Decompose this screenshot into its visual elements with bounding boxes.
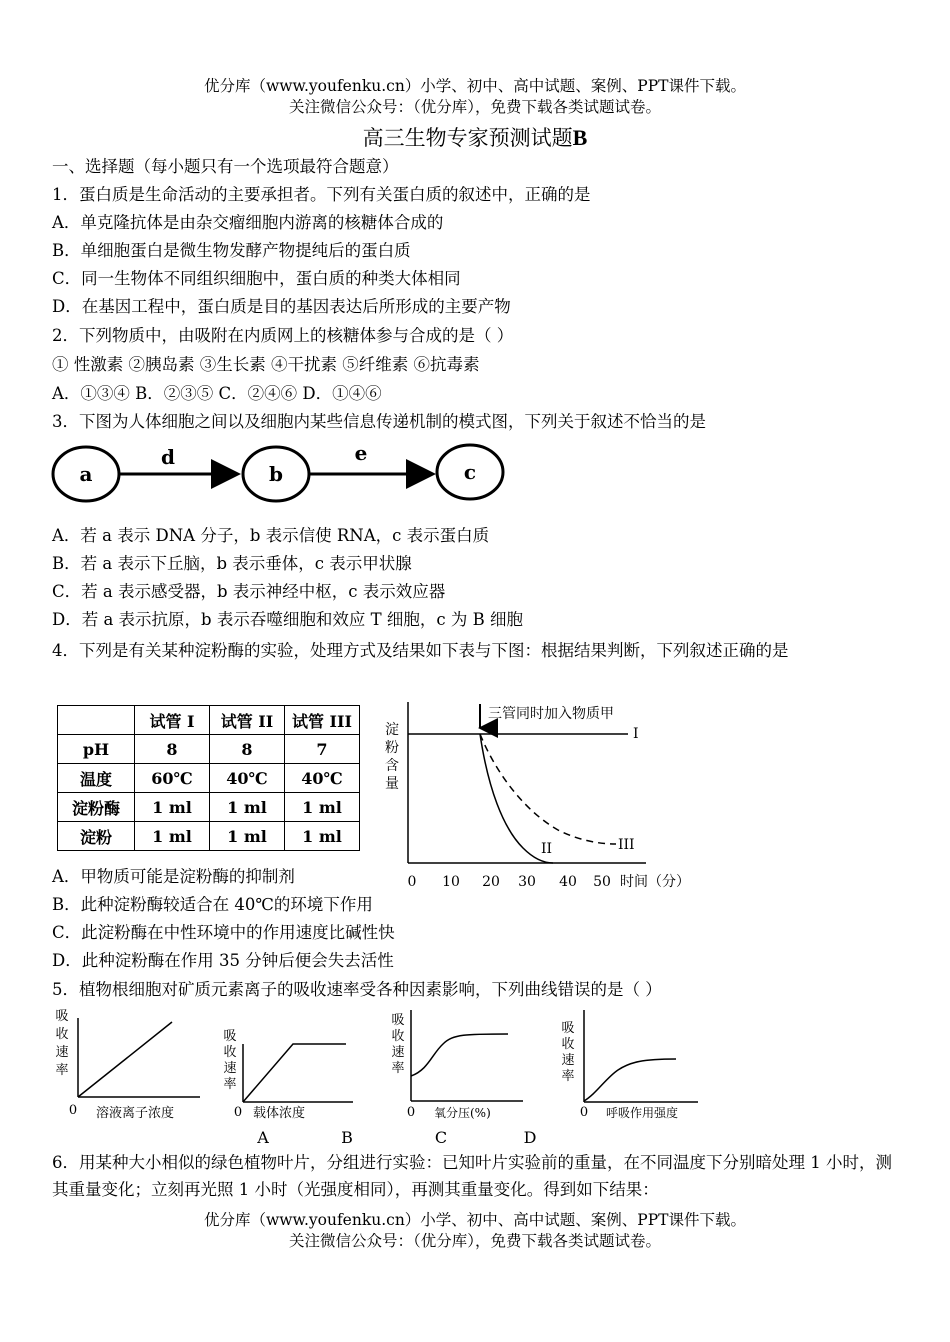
graph-c-y-char: 速 [391, 1045, 405, 1060]
arrow-d-label: d [161, 445, 175, 469]
graph-d-x-label: 呼吸作用强度 [606, 1106, 679, 1120]
table-cell: 1 ml [285, 793, 360, 822]
graph-b-curve [243, 1044, 346, 1102]
q1-stem: 1．蛋白质是生命活动的主要承担者。下列有关蛋白质的叙述中，正确的是 [52, 185, 591, 204]
table-row [58, 735, 360, 764]
table-cell [58, 706, 135, 735]
table-cell: 1 ml [210, 793, 285, 822]
graph-b-letter: B [341, 1128, 353, 1147]
table-cell: 1 ml [210, 822, 285, 851]
page-title [0, 124, 950, 152]
table-cell: 试管 III [285, 706, 360, 735]
graph-a-y-char: 吸 [55, 1009, 69, 1024]
node-b-label: b [269, 462, 283, 486]
graph-b-y-char: 收 [223, 1045, 237, 1060]
graph-a-y-char: 收 [55, 1027, 69, 1042]
graph-a-y-char: 率 [55, 1063, 69, 1078]
q2-stem: 2．下列物质中，由吸附在内质网上的核糖体参与合成的是（ ） [52, 326, 514, 345]
graph-c-letter: C [434, 1128, 448, 1147]
x-tick-40: 40 [559, 874, 577, 890]
annotation-text: 三管同时加入物质甲 [488, 706, 614, 722]
table-cell: 7 [285, 735, 360, 764]
x-tick-0: 0 [407, 874, 417, 890]
table-cell: 1 ml [285, 822, 360, 851]
table-cell: 1 ml [135, 822, 210, 851]
graph-c-y-char: 率 [391, 1061, 405, 1076]
header-line-1: 优分库（www.youfenku.cn）小学、初中、高中试题、案例、PPT课件下载。 [203, 77, 747, 95]
graph-c-y-char: 吸 [391, 1013, 405, 1028]
graph-a-letter: A [257, 1128, 269, 1147]
arrow-e-label: e [354, 441, 368, 465]
table-row [58, 793, 360, 822]
q3-option-c: C．若 a 表示感受器，b 表示神经中枢，c 表示效应器 [52, 582, 446, 601]
graph-a-origin: 0 [68, 1103, 78, 1118]
q3-option-a: A．若 a 表示 DNA 分子，b 表示信使 RNA，c 表示蛋白质 [52, 526, 490, 545]
graph-b-x-label: 载体浓度 [253, 1106, 306, 1121]
table-cell: pH [58, 735, 135, 764]
q6-stem: 6．用某种大小相似的绿色植物叶片，分组进行实验：已知叶片实验前的重量，在不同温度下分别暗处理 1 小时，测其重量变化；立刻再光照 1 小时（光强度相同），再测其重量变化。得到如下结果： [52, 1153, 892, 1199]
q4-option-b: B．此种淀粉酶较适合在 40℃的环境下作用 [52, 895, 373, 914]
q1-option-d: D．在基因工程中，蛋白质是目的基因表达后所形成的主要产物 [52, 297, 511, 316]
title-text: 高三生物专家预测试题 [362, 126, 573, 150]
q4-option-c: C．此淀粉酶在中性环境中的作用速度比碱性快 [52, 923, 395, 942]
table-cell: 8 [135, 735, 210, 764]
node-a-label: a [79, 462, 93, 486]
q3-diagram [48, 440, 518, 506]
curve-ii-label: II [541, 841, 553, 857]
section-heading: 一、选择题（每小题只有一个选项最符合题意） [52, 157, 399, 176]
graph-d-y-char: 率 [561, 1069, 575, 1084]
q1-option-c: C．同一生物体不同组织细胞中，蛋白质的种类大体相同 [52, 269, 461, 288]
x-tick-50: 50 [593, 874, 611, 890]
graph-c-y-char: 收 [391, 1029, 405, 1044]
curve-i-label: I [633, 726, 639, 742]
graph-d-y-char: 收 [561, 1037, 575, 1052]
q3-stem: 3．下图为人体细胞之间以及细胞内某些信息传递机制的模式图，下列关于叙述不恰当的是 [52, 412, 706, 431]
q1-option-a: A．单克隆抗体是由杂交瘤细胞内游离的核糖体合成的 [52, 213, 444, 232]
x-tick-20: 20 [482, 874, 500, 890]
q1-option-b: B．单细胞蛋白是微生物发酵产物提纯后的蛋白质 [52, 241, 411, 260]
q4-stem: 4．下列是有关某种淀粉酶的实验，处理方式及结果如下表与下图：根据结果判断，下列叙述正确的是 [52, 641, 789, 660]
table-cell: 40℃ [285, 764, 360, 793]
y-label-char: 淀 [385, 722, 399, 738]
table-cell: 淀粉酶 [58, 793, 135, 822]
footer-line-1: 优分库（www.youfenku.cn）小学、初中、高中试题、案例、PPT课件下载。 [203, 1211, 747, 1229]
graph-d-y-char: 速 [561, 1053, 575, 1068]
x-axis-label: 时间（分） [620, 874, 690, 890]
graph-a-y-char: 速 [55, 1045, 69, 1060]
q3-option-b: B．若 a 表示下丘脑，b 表示垂体，c 表示甲状腺 [52, 554, 412, 573]
graph-d-letter: D [523, 1128, 537, 1147]
curve-iii-label: III [618, 837, 635, 853]
graph-d-curve [584, 1059, 676, 1101]
footer-line-2: 关注微信公众号：（优分库），免费下载各类试题试卷。 [288, 1232, 661, 1250]
table-cell: 40℃ [210, 764, 285, 793]
graph-c [391, 1010, 523, 1147]
header-line-2: 关注微信公众号：（优分库），免费下载各类试题试卷。 [288, 98, 661, 116]
graph-a-curve [78, 1022, 172, 1097]
q4-graph [378, 698, 698, 894]
y-label-char: 粉 [385, 740, 399, 756]
q5-graphs [48, 1004, 728, 1150]
table-cell: 温度 [58, 764, 135, 793]
q3-option-d: D．若 a 表示抗原，b 表示吞噬细胞和效应 T 细胞，c 为 B 细胞 [52, 610, 523, 629]
table-cell: 试管 II [210, 706, 285, 735]
graph-b-y-char: 吸 [223, 1029, 237, 1044]
curve-iii [480, 734, 616, 844]
q4-option-d: D．此种淀粉酶在作用 35 分钟后便会失去活性 [52, 951, 394, 970]
table-cell: 60℃ [135, 764, 210, 793]
graph-a [55, 1009, 269, 1147]
q5-stem: 5．植物根细胞对矿质元素离子的吸收速率受各种因素影响，下列曲线错误的是（ ） [52, 980, 662, 999]
table-row [58, 822, 360, 851]
graph-b-y-char: 率 [223, 1077, 237, 1092]
q2-items: ① 性激素 ②胰岛素 ③生长素 ④干扰素 ⑤纤维素 ⑥抗毒素 [52, 355, 480, 374]
y-label-char: 量 [385, 776, 399, 792]
graph-d-origin: 0 [579, 1105, 589, 1120]
y-label-char: 含 [385, 758, 399, 774]
table-cell: 1 ml [135, 793, 210, 822]
q4-option-a: A．甲物质可能是淀粉酶的抑制剂 [52, 867, 295, 886]
table-cell: 8 [210, 735, 285, 764]
graph-d-y-char: 吸 [561, 1021, 575, 1036]
table-cell: 试管 I [135, 706, 210, 735]
graph-a-x-label: 溶液离子浓度 [96, 1106, 175, 1121]
table-row [58, 764, 360, 793]
graph-b-origin: 0 [233, 1105, 243, 1120]
node-c-label: c [463, 460, 477, 484]
graph-b-y-char: 速 [223, 1061, 237, 1076]
table-cell: 淀粉 [58, 822, 135, 851]
x-tick-10: 10 [442, 874, 460, 890]
graph-b [223, 1029, 353, 1147]
graph-c-origin: 0 [406, 1105, 416, 1120]
graph-c-x-label: 氧分压(%) [434, 1106, 491, 1120]
q4-table [57, 705, 360, 851]
x-tick-30: 30 [518, 874, 536, 890]
table-header-row [58, 706, 360, 735]
graph-d [524, 1010, 698, 1147]
title-suffix: B [572, 125, 588, 150]
graph-c-curve [411, 1034, 508, 1076]
q2-options: A．①③④ B．②③⑤ C．②④⑥ D．①④⑥ [52, 384, 382, 403]
